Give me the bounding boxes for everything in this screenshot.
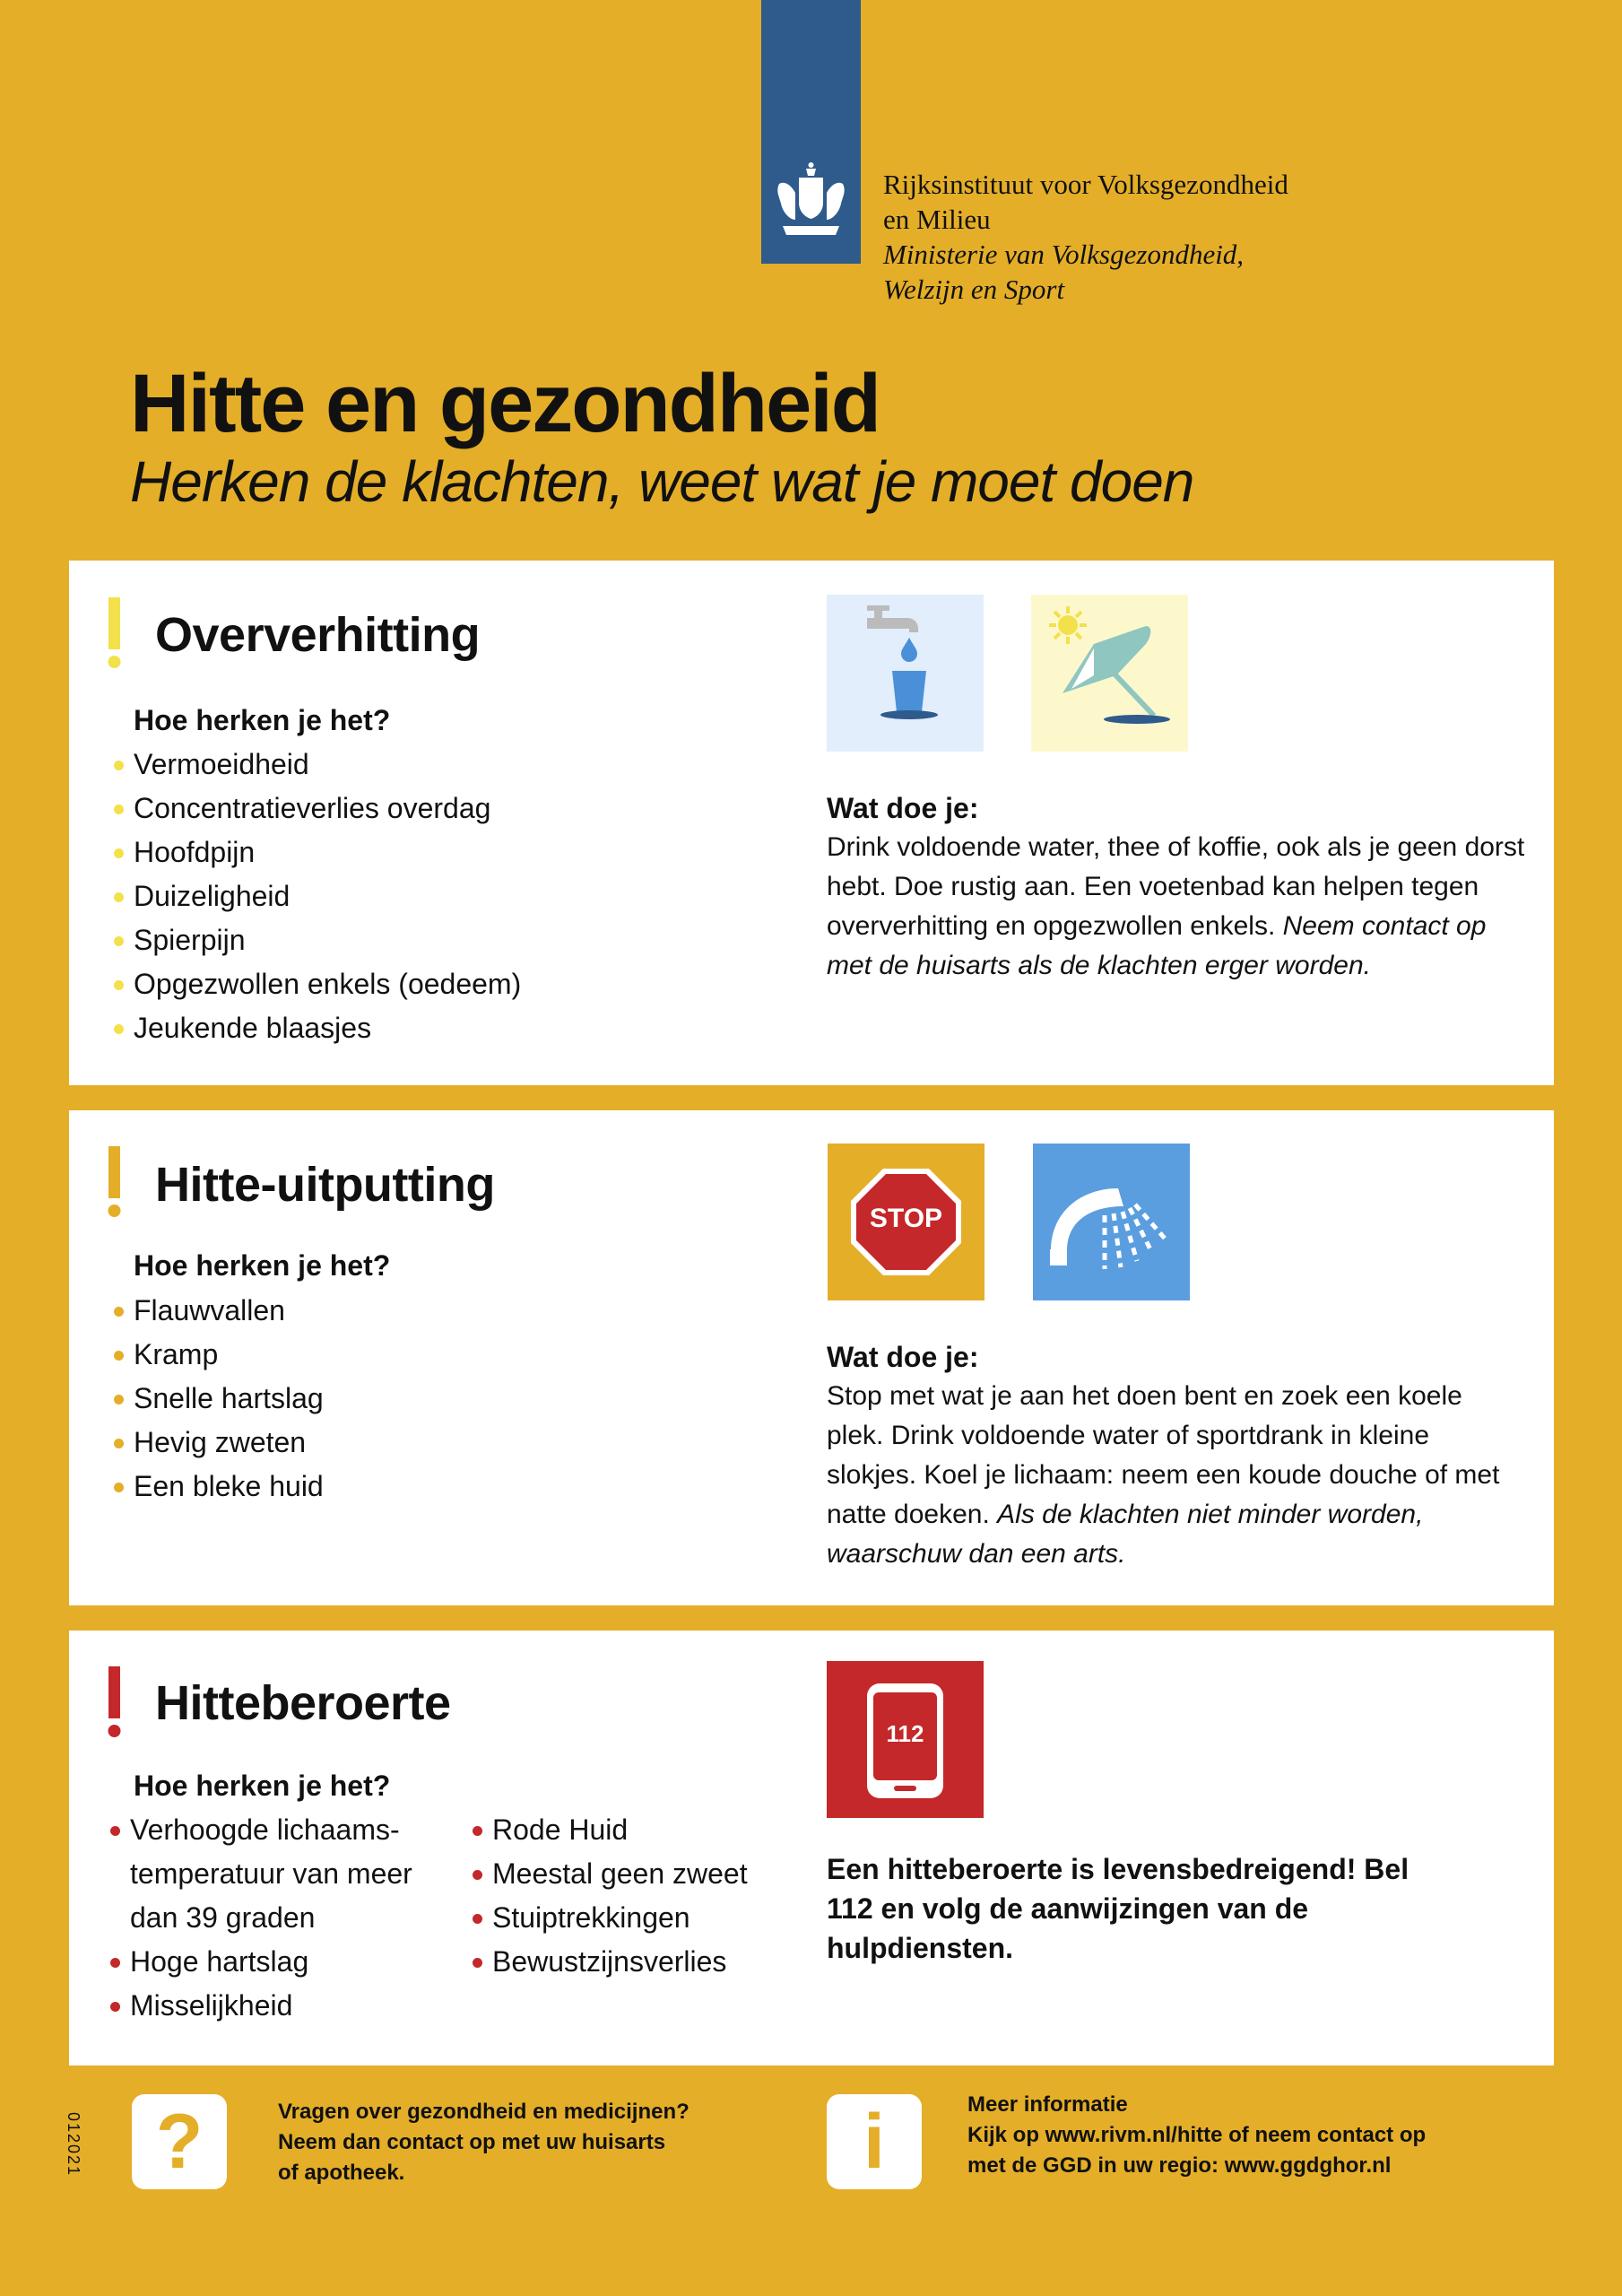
section-oververhitting xyxy=(69,561,1554,1085)
phone-label: 112 xyxy=(886,1720,924,1747)
section-hitteberoerte xyxy=(69,1631,1554,2066)
list-item: Flauwvallen xyxy=(114,1289,324,1333)
question-label: Hoe herken je het? xyxy=(134,1249,391,1282)
parasol-icon xyxy=(1031,595,1188,752)
list-item: Hoofdpijn xyxy=(114,831,521,874)
list-item: Opgezwollen enkels (oedeem) xyxy=(114,962,521,1006)
list-item: Misselijkheid xyxy=(110,1984,442,2028)
question-icon: ? xyxy=(132,2094,227,2189)
section-heading: Oververhitting xyxy=(155,608,481,662)
list-item: Hevig zweten xyxy=(114,1421,324,1465)
page-subtitle: Herken de klachten, weet wat je moet doen xyxy=(130,449,1194,514)
ministry-line-2: Welzijn en Sport xyxy=(883,274,1065,305)
organization-name xyxy=(883,167,1288,307)
list-item: Vermoeidheid xyxy=(114,743,521,787)
list-item: Concentratieverlies overdag xyxy=(114,787,521,831)
list-item: Stuiptrekkingen xyxy=(473,1896,748,1940)
water-glass-icon xyxy=(827,595,984,752)
list-item: Kramp xyxy=(114,1333,324,1377)
list-item: Verhoogde lichaams-temperatuur van meer dan 39 graden xyxy=(110,1808,426,1940)
action-text: Stop met wat je aan het doen bent en zoek een koele plek. Drink voldoende water of sportdrank in kleine slokjes. Koel je lichaam: neem een koude douche of met natte doeken. xyxy=(827,1381,1500,1529)
action-advice: Als de klachten niet minder worden, waarschuw dan een arts. xyxy=(827,1500,1424,1569)
org-line-1: Rijksinstituut voor Volksgezondheid xyxy=(883,169,1288,200)
symptom-list-col1 xyxy=(110,1808,442,2028)
list-item: Een bleke huid xyxy=(114,1465,324,1509)
stop-label: STOP xyxy=(869,1204,943,1233)
print-code: 012021 xyxy=(65,2112,82,2178)
list-item: Spierpijn xyxy=(114,918,521,962)
exclamation-icon xyxy=(106,1666,123,1738)
list-item: Rode Huid xyxy=(473,1808,748,1852)
questions-text: Vragen over gezondheid en medicijnen? Neem dan contact op met uw huisarts of apotheek. xyxy=(278,2100,690,2185)
info-title: Meer informatie xyxy=(967,2092,1128,2117)
list-item: Hoge hartslag xyxy=(110,1940,442,1984)
warning-text: Een hitteberoerte is levensbedreigend! Bel 112 en volg de aanwijzingen van de hulpdiensten. xyxy=(827,1853,1409,1964)
list-item: Meestal geen zweet xyxy=(473,1852,748,1896)
action-title: Wat doe je: xyxy=(827,792,979,824)
symptom-list-col2 xyxy=(473,1808,748,1984)
ministry-line-1: Ministerie van Volksgezondheid, xyxy=(883,239,1245,270)
coat-of-arms-icon xyxy=(761,0,861,264)
exclamation-icon xyxy=(106,597,123,669)
page-title: Hitte en gezondheid xyxy=(130,358,880,449)
list-item: Duizeligheid xyxy=(114,874,521,918)
section-hitte-uitputting xyxy=(69,1110,1554,1605)
stop-sign-icon xyxy=(828,1144,984,1300)
info-icon: i xyxy=(827,2094,922,2189)
question-label: Hoe herken je het? xyxy=(134,1770,391,1802)
action-advice: Neem contact op met de huisarts als de klachten erger worden. xyxy=(827,911,1487,980)
symptom-list xyxy=(114,1289,324,1509)
action-block xyxy=(827,1337,1526,1574)
action-title: Wat doe je: xyxy=(827,1341,979,1373)
logo-bar xyxy=(761,0,861,264)
shower-icon xyxy=(1033,1144,1190,1300)
symptom-list xyxy=(114,743,521,1050)
list-item: Jeukende blaasjes xyxy=(114,1006,521,1050)
section-heading: Hitte-uitputting xyxy=(155,1158,495,1212)
phone-112-icon xyxy=(827,1661,984,1818)
list-item: Bewustzijnsverlies xyxy=(473,1940,748,1984)
info-block xyxy=(967,2090,1452,2181)
section-heading: Hitteberoerte xyxy=(155,1676,451,1730)
question-label: Hoe herken je het? xyxy=(134,704,391,736)
list-item: Snelle hartslag xyxy=(114,1377,324,1421)
exclamation-icon xyxy=(106,1146,123,1218)
org-line-2: en Milieu xyxy=(883,204,991,235)
action-block xyxy=(827,788,1526,986)
info-text: Kijk op www.rivm.nl/hitte of neem contact op met de GGD in uw regio: www.ggdghor.nl xyxy=(967,2123,1427,2178)
action-text: Drink voldoende water, thee of koffie, ook als je geen dorst hebt. Doe rustig aan. Een voetenbad kan helpen tegen oververhitting en opgezwollen enkels. xyxy=(827,832,1525,941)
